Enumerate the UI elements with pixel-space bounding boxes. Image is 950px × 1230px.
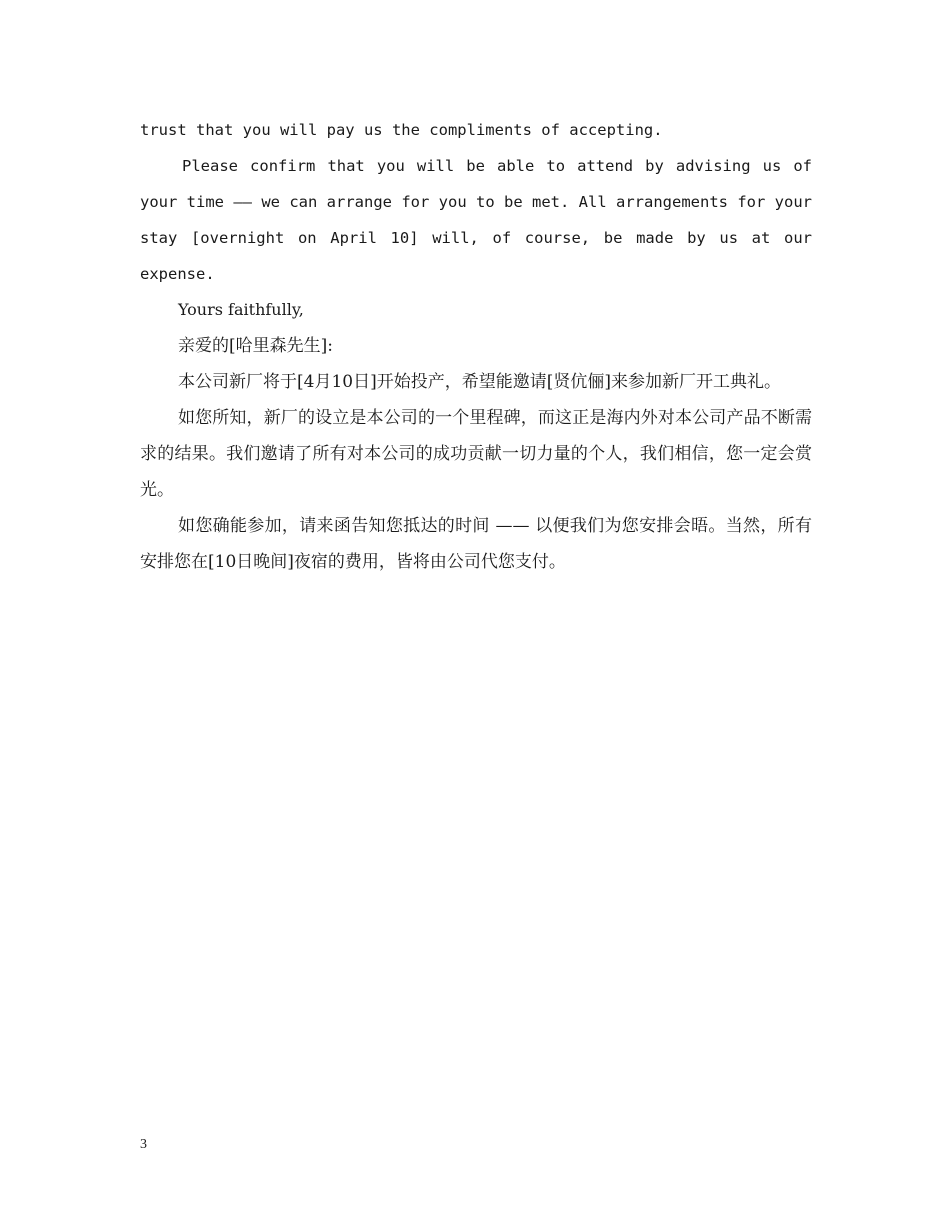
closing-english: Yours faithfully, <box>178 300 304 319</box>
paragraph-chinese-1: 本公司新厂将于[4月10日]开始投产，希望能邀请[贤伉俪]来参加新厂开工典礼。 <box>178 372 781 392</box>
paragraph-english-confirm: Please confirm that you will be able to attend by advising us of your time —— we can arrange for you to be met. All arrangements for your stay [overnight on April 10] will, of course, be made by us at our expense. <box>140 157 812 283</box>
page-number: 3 <box>140 1137 147 1152</box>
letter-body <box>140 112 812 580</box>
paragraph-chinese-3: 如您确能参加，请来函告知您抵达的时间 —— 以便我们为您安排会晤。当然，所有安排您在[10日晚间]夜宿的费用，皆将由公司代您支付。 <box>140 516 812 572</box>
salutation-chinese: 亲爱的[哈里森先生]: <box>178 336 333 356</box>
paragraph-chinese-2: 如您所知，新厂的设立是本公司的一个里程碑，而这正是海内外对本公司产品不断需求的结果。我们邀请了所有对本公司的成功贡献一切力量的个人，我们相信，您一定会赏光。 <box>140 408 812 500</box>
paragraph-english-continuation: trust that you will pay us the compliments of accepting. <box>140 121 663 139</box>
